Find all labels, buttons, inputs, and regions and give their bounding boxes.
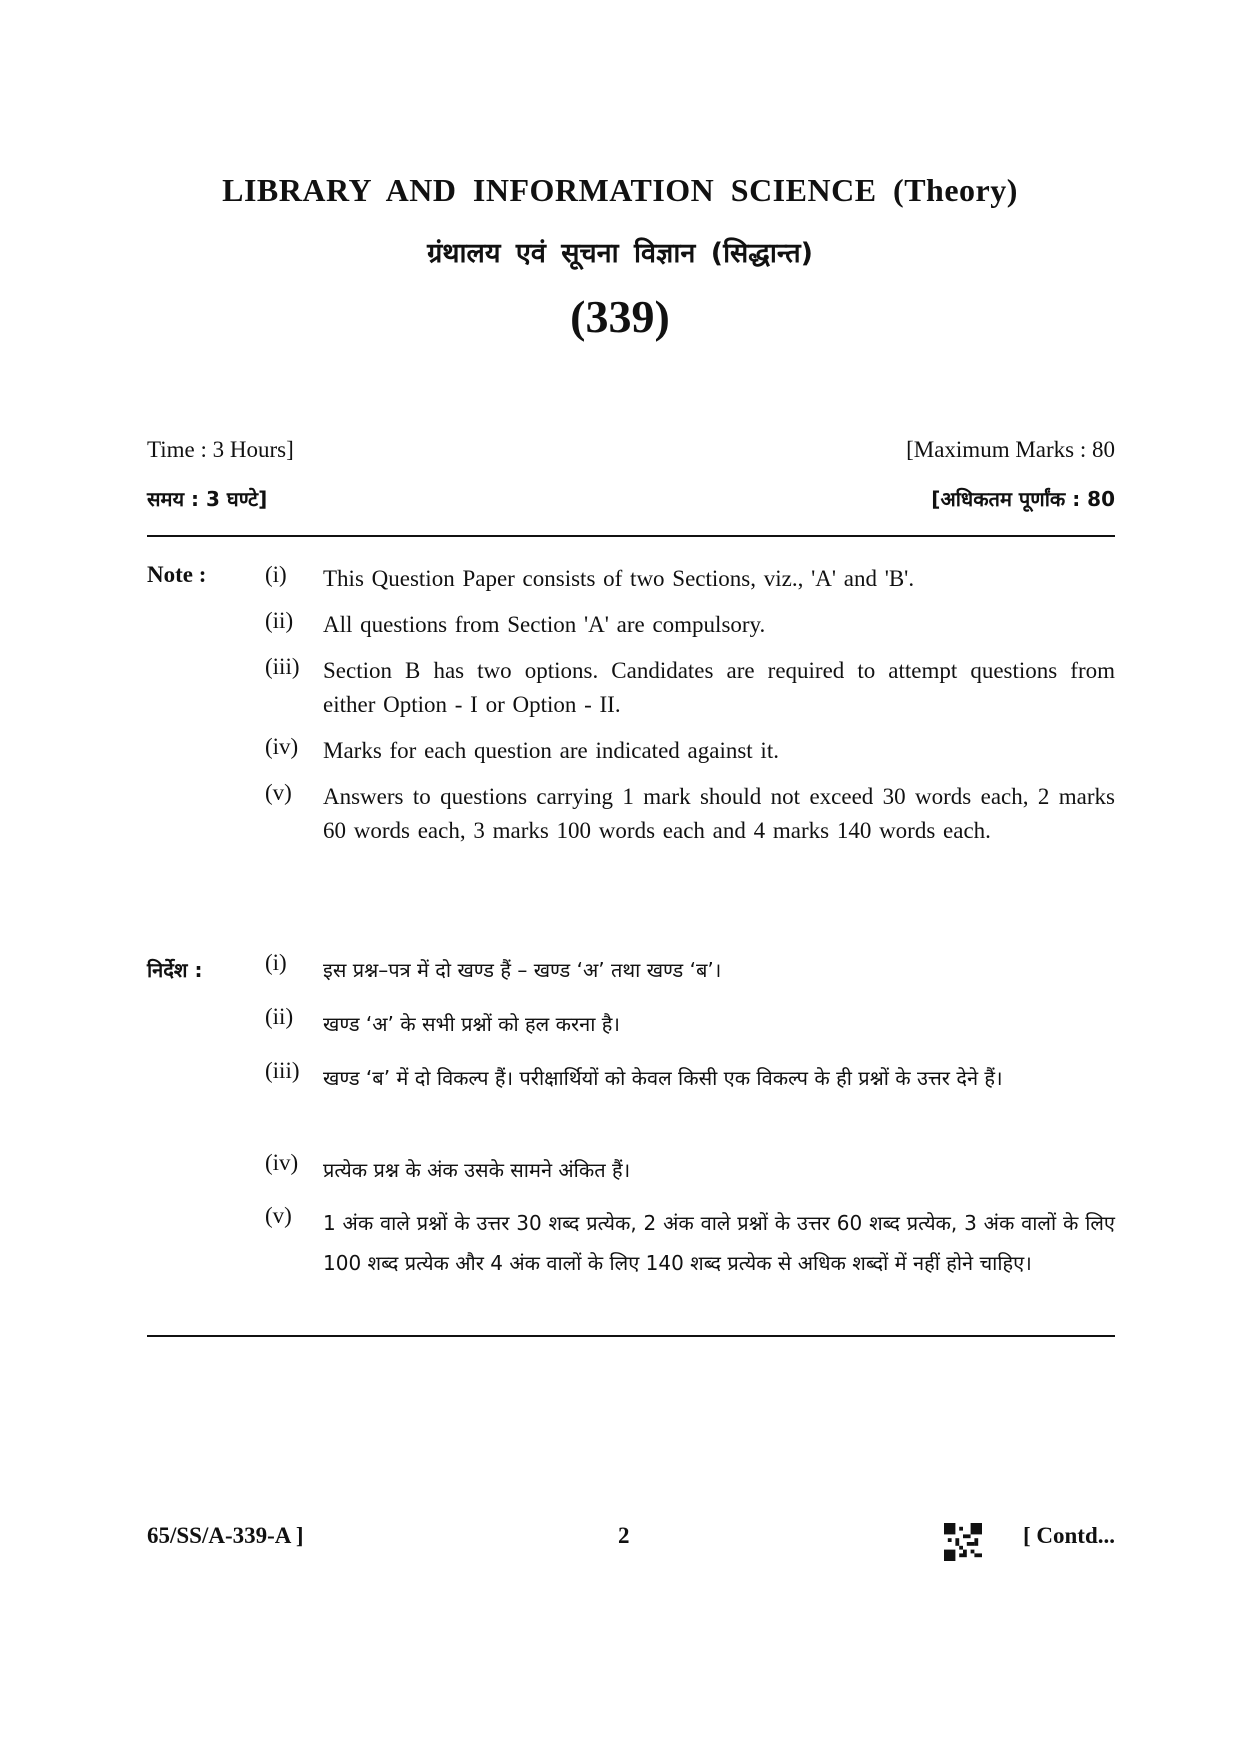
note-number: (iv) [265, 734, 299, 759]
note-text: This Question Paper consists of two Sections, viz., 'A' and 'B'. [323, 566, 915, 591]
note-number: (i) [265, 950, 287, 975]
note-text: Section B has two options. Candidates are required to attempt questions from either Option - I or Option - II. [323, 658, 1115, 717]
divider-bottom [147, 1335, 1115, 1337]
time-hindi: समय : 3 घण्टे] [147, 487, 268, 511]
note-number: (ii) [265, 1004, 294, 1029]
note-text: इस प्रश्न–पत्र में दो खण्ड हैं – खण्ड ‘अ’ तथा खण्ड ‘ब’। [323, 958, 722, 982]
page-number: 2 [618, 1523, 630, 1548]
note-label: Note : [147, 562, 207, 587]
note-number: (iii) [265, 1058, 300, 1083]
note-text: Answers to questions carrying 1 mark should not exceed 30 words each, 2 marks 60 words each, 3 marks 100 words each and 4 marks 140 words each. [323, 784, 1115, 843]
note-number: (iii) [265, 654, 300, 679]
note-number: (v) [265, 780, 292, 805]
note-number: (iv) [265, 1150, 299, 1175]
max-marks-english: [Maximum Marks : 80 [906, 437, 1115, 462]
note-text: All questions from Section 'A' are compulsory. [323, 612, 766, 637]
note-text: 1 अंक वाले प्रश्नों के उत्तर 30 शब्द प्रत्येक, 2 अंक वाले प्रश्नों के उत्तर 60 शब्द प्रत्येक, 3 अंक वालों के लिए 100 शब्द प्रत्येक और 4 अंक वालों के लिए 140 शब्द प्रत्येक से अधिक शब्दों में नहीं होने चाहिए। [323, 1211, 1115, 1275]
page-footer [147, 1523, 1115, 1563]
note-number: (i) [265, 562, 287, 587]
max-marks-hindi: [अधिकतम पूर्णांक : 80 [931, 487, 1115, 511]
note-text: Marks for each question are indicated against it. [323, 738, 779, 763]
time-english: Time : 3 Hours] [147, 437, 294, 462]
continued-label: [ Contd... [1022, 1523, 1115, 1548]
note-text: खण्ड ‘अ’ के सभी प्रश्नों को हल करना है। [323, 1012, 620, 1036]
title-hindi: ग्रंथालय एवं सूचना विज्ञान (सिद्धान्त) [427, 238, 813, 269]
note-label: निर्देश : [147, 958, 203, 982]
note-number: (v) [265, 1203, 292, 1228]
title-english: LIBRARY AND INFORMATION SCIENCE (Theory) [222, 172, 1018, 208]
qr-code-icon [944, 1523, 982, 1561]
note-text: खण्ड ‘ब’ में दो विकल्प हैं। परीक्षार्थियों को केवल किसी एक विकल्प के ही प्रश्नों के उत्तर देने हैं। [323, 1066, 1003, 1090]
paper-code: 65/SS/A-339-A ] [147, 1523, 304, 1548]
note-text: प्रत्येक प्रश्न के अंक उसके सामने अंकित हैं। [323, 1158, 631, 1182]
subject-code: (339) [570, 291, 670, 342]
note-number: (ii) [265, 608, 294, 633]
divider-top [147, 535, 1115, 537]
